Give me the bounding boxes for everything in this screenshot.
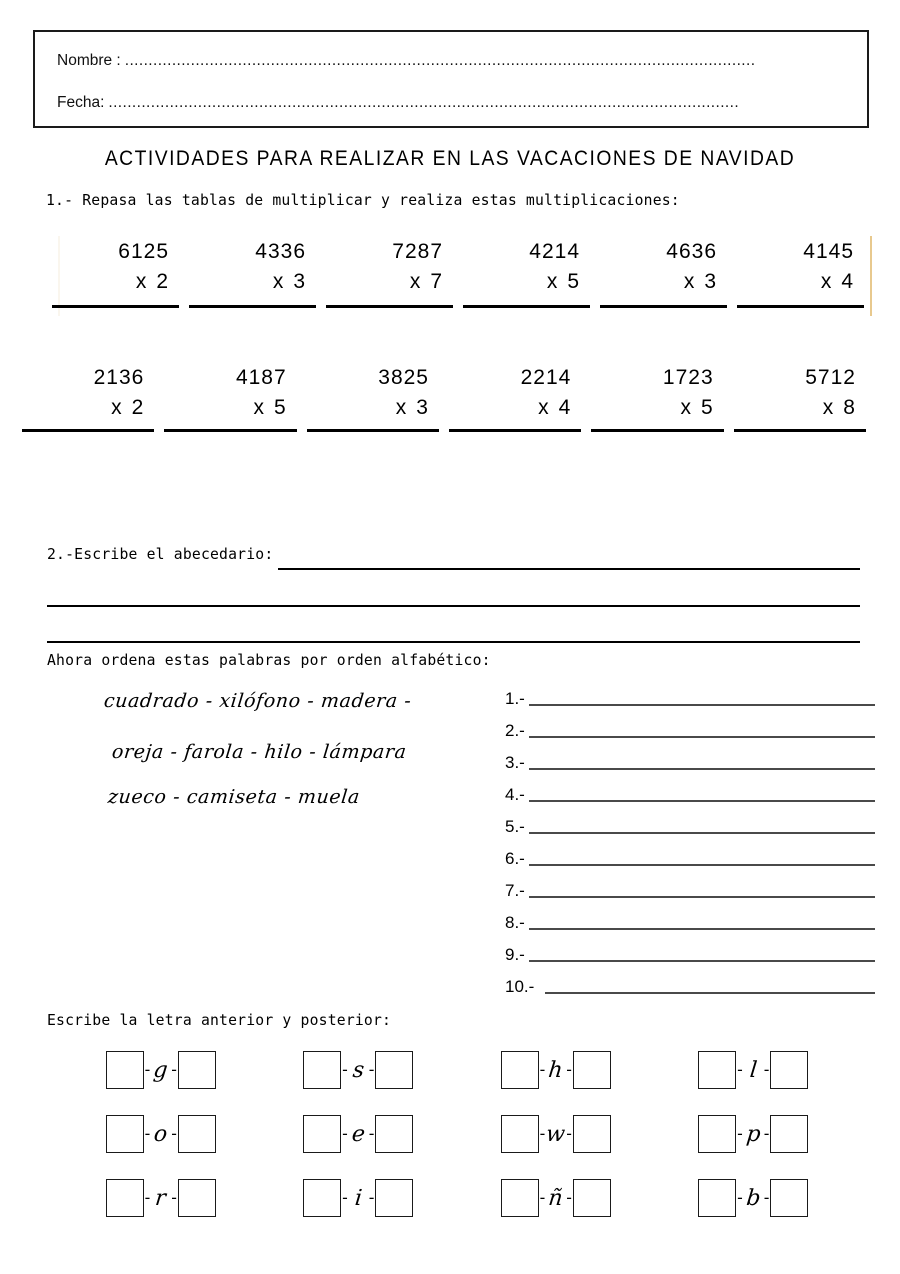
given-letter: r [154,1185,168,1211]
dash-separator: - [539,1188,546,1207]
answer-write-line[interactable] [529,928,875,930]
multiplier-row [313,396,443,420]
answer-write-line[interactable] [529,864,875,866]
next-letter-box[interactable] [770,1179,808,1217]
multiplication-problem [600,236,737,316]
answer-write-line[interactable] [529,704,875,706]
multiplication-problem [22,362,164,440]
multiplicand: 4636 [666,240,717,263]
multiplication-problem [737,236,874,316]
letter-sequence-item [62,1166,260,1230]
dash-separator: - [539,1060,546,1079]
next-letter-box[interactable] [375,1051,413,1089]
answer-write-line[interactable] [529,800,875,802]
multiplier: 5 [273,396,287,419]
fecha-label: Fecha: [57,94,105,111]
multiplier-row [58,270,183,294]
previous-letter-box[interactable] [501,1051,539,1089]
multiplier: 7 [430,270,443,293]
dash-separator: - [171,1124,177,1143]
answer-row [505,934,875,966]
dash-separator: - [539,1124,546,1143]
answer-rule[interactable] [737,305,864,308]
multiplication-grid-2 [22,362,876,440]
answer-rule[interactable] [22,429,154,432]
multiply-operator: x [546,270,559,293]
exercise-2-instruction: 2.-Escribe el abecedario: [47,545,274,563]
multiplier-row [597,396,727,420]
multiplication-problem [164,362,306,440]
letter-sequence-item [457,1102,655,1166]
multiplicand: 6125 [118,240,169,263]
answer-rule[interactable] [164,429,296,432]
alphabet-answer-line-2[interactable] [47,605,860,607]
multiply-operator: x [272,270,285,293]
dash-separator: - [144,1124,151,1143]
letter-sequence-item [260,1166,458,1230]
multiplier: 4 [558,396,572,419]
answer-row [505,806,875,838]
nombre-label: Nombre : [57,52,121,69]
answer-rule[interactable] [600,305,727,308]
answer-row [505,966,875,998]
multiplier: 3 [704,270,717,293]
previous-letter-box[interactable] [106,1115,144,1153]
dash-separator: - [342,1188,348,1207]
ordered-answer-list [505,678,875,998]
dash-separator: - [368,1060,375,1079]
multiplication-problem [734,362,876,440]
alphabet-answer-line-3[interactable] [47,641,860,643]
answer-write-line[interactable] [529,960,875,962]
multiplier-row [195,270,320,294]
letter-sequence-item [457,1166,655,1230]
next-letter-box[interactable] [178,1179,216,1217]
dash-separator: - [737,1188,743,1207]
given-letter: l [748,1057,759,1083]
letter-boxes-grid [62,1038,852,1230]
dash-separator: - [763,1188,770,1207]
multiplier: 2 [156,270,169,293]
multiplication-problem [449,362,591,440]
multiplier: 5 [700,396,714,419]
next-letter-box[interactable] [573,1179,611,1217]
student-info-box [33,30,869,128]
multiply-operator: x [683,270,696,293]
answer-row [505,678,875,710]
dash-separator: - [566,1124,572,1143]
multiplier-row [170,396,300,420]
dash-separator: - [368,1124,375,1143]
answer-number: 1.- [505,689,525,708]
multiplier: 3 [416,396,429,419]
exercise-1-instruction: 1.- Repasa las tablas de multiplicar y realiza estas multiplicaciones: [46,191,680,209]
word-line-1: cuadrado - xilófono - madera - [102,690,413,712]
given-letter: h [547,1057,565,1083]
multiply-operator: x [135,270,148,293]
given-letter: ñ [547,1185,565,1211]
multiplier-row [743,270,868,294]
multiply-operator: x [822,396,835,419]
multiplicand: 4145 [803,240,854,263]
given-letter: g [152,1057,170,1083]
previous-letter-box[interactable] [698,1179,736,1217]
given-letter: b [744,1185,762,1211]
dash-separator: - [763,1060,770,1079]
answer-number: 4.- [505,785,525,804]
word-line-2: oreja - farola - hilo - lámpara [110,741,408,763]
letter-sequence-item [260,1038,458,1102]
multiply-operator: x [253,396,265,419]
nombre-dotted-line[interactable]: ...................................................................................................................................... [124,52,756,69]
next-letter-box[interactable] [770,1115,808,1153]
answer-write-line[interactable] [529,736,875,738]
multiply-operator: x [538,396,550,419]
answer-row [505,902,875,934]
next-letter-box[interactable] [375,1115,413,1153]
multiplication-problem [591,362,733,440]
multiplication-row-2 [22,362,876,440]
given-letter: i [353,1185,364,1211]
multiplicand: 4336 [255,240,306,263]
previous-letter-box[interactable] [501,1115,539,1153]
answer-row [505,710,875,742]
multiplication-grid-1 [52,236,874,316]
multiplication-row-1 [52,236,874,316]
answer-row [505,870,875,902]
answer-write-line[interactable] [529,768,875,770]
word-line-3: zueco - camiseta - muela [106,786,362,808]
multiply-operator: x [111,396,123,419]
multiplier-row [455,396,585,420]
dash-separator: - [368,1188,375,1207]
multiplicand: 3825 [378,366,429,389]
answer-write-line[interactable] [529,896,875,898]
dash-separator: - [171,1188,177,1207]
dash-separator: - [737,1060,743,1079]
dash-separator: - [737,1124,743,1143]
dash-separator: - [763,1124,770,1143]
letter-sequence-item [62,1038,260,1102]
multiplication-problem [52,236,189,316]
answer-rule[interactable] [307,429,439,432]
multiplier: 8 [843,396,856,419]
dash-separator: - [566,1060,572,1079]
previous-letter-box[interactable] [698,1115,736,1153]
next-letter-box[interactable] [178,1115,216,1153]
multiplication-problem [326,236,463,316]
dash-separator: - [144,1060,151,1079]
next-letter-box[interactable] [375,1179,413,1217]
multiplicand: 4187 [235,366,287,389]
multiplicand: 5712 [805,366,856,389]
multiplicand: 4214 [529,240,580,263]
answer-number: 7.- [505,881,525,900]
answer-rule[interactable] [52,305,179,308]
previous-letter-box[interactable] [106,1051,144,1089]
multiplicand: 2136 [93,366,145,389]
answer-rule[interactable] [734,429,866,432]
previous-letter-box[interactable] [303,1115,341,1153]
answer-number: 2.- [505,721,525,740]
answer-number: 5.- [505,817,525,836]
answer-write-line[interactable] [545,992,875,994]
answer-rule[interactable] [463,305,590,308]
multiplier: 3 [293,270,306,293]
letter-sequence-item [655,1038,853,1102]
multiply-operator: x [680,396,692,419]
letter-sequence-item [655,1102,853,1166]
dash-separator: - [144,1188,151,1207]
given-letter: w [545,1121,567,1147]
next-letter-box[interactable] [770,1051,808,1089]
answer-row [505,838,875,870]
multiplication-problem [463,236,600,316]
previous-letter-box[interactable] [698,1051,736,1089]
letter-sequence-item [655,1166,853,1230]
multiply-operator: x [395,396,408,419]
multiplicand: 7287 [392,240,443,263]
next-letter-box[interactable] [573,1115,611,1153]
multiply-operator: x [820,270,833,293]
answer-rule[interactable] [189,305,316,308]
previous-letter-box[interactable] [303,1051,341,1089]
answer-number: 3.- [505,753,525,772]
answer-number: 10.- [505,977,535,996]
dash-separator: - [342,1060,348,1079]
given-letter: p [744,1121,762,1147]
letters-instruction: Escribe la letra anterior y posterior: [47,1011,392,1029]
multiplier-row [28,396,158,420]
letter-sequence-item [62,1102,260,1166]
answer-row [505,774,875,806]
letter-sequence-item [260,1102,458,1166]
multiplier-row [606,270,731,294]
previous-letter-box[interactable] [106,1179,144,1217]
multiplication-problem [189,236,326,316]
dash-separator: - [342,1124,348,1143]
alphabetical-order-instruction: Ahora ordena estas palabras por orden alfabético: [47,651,491,669]
letter-sequence-item [457,1038,655,1102]
answer-rule[interactable] [449,429,581,432]
given-letter: s [351,1057,366,1083]
answer-write-line[interactable] [529,832,875,834]
fecha-field-row [57,94,849,112]
answer-rule[interactable] [326,305,453,308]
multiplicand: 2214 [520,366,572,389]
multiplier-row [469,270,594,294]
multiply-operator: x [409,270,422,293]
answer-row [505,742,875,774]
previous-letter-box[interactable] [501,1179,539,1217]
page-title: ACTIVIDADES PARA REALIZAR EN LAS VACACIONES DE NAVIDAD [104,147,796,170]
given-letter: e [350,1121,367,1147]
multiplier-row [740,396,870,420]
given-letter: o [152,1121,169,1147]
answer-number: 8.- [505,913,525,932]
answer-number: 6.- [505,849,525,868]
multiplier: 5 [567,270,580,293]
multiplier: 4 [841,270,854,293]
multiplier-row [332,270,457,294]
next-letter-box[interactable] [178,1051,216,1089]
nombre-field-row [57,52,849,70]
alphabet-answer-line-1[interactable] [278,568,860,570]
previous-letter-box[interactable] [303,1179,341,1217]
answer-rule[interactable] [591,429,723,432]
dash-separator: - [566,1188,572,1207]
multiplier: 2 [131,396,145,419]
dash-separator: - [171,1060,177,1079]
next-letter-box[interactable] [573,1051,611,1089]
answer-number: 9.- [505,945,525,964]
multiplicand: 1723 [662,366,714,389]
fecha-dotted-line[interactable]: ...................................................................................................................................... [108,94,740,111]
multiplication-problem [307,362,449,440]
